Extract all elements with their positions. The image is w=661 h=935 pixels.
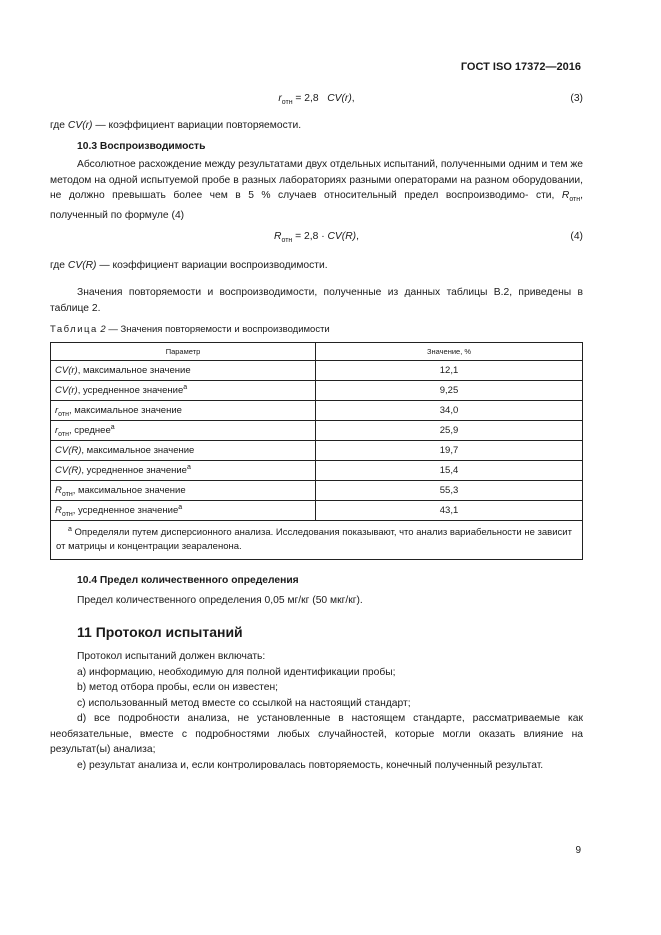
value-cell: 55,3 (316, 481, 583, 501)
parameter-cell: $r_{отн}$, максимальное значение (51, 401, 316, 421)
parameter-cell: $r_{отн}$, среднее$^a$ (51, 421, 316, 441)
list-item: е) результат анализа и, если контролировалась повторяемость, конечный полученный результат. (77, 759, 544, 771)
list-item: а) информацию, необходимую для полной идентификации пробы; (77, 666, 396, 678)
value-cell: 12,1 (316, 361, 583, 381)
parameter-cell: $R_{отн}$, максимальное значение (51, 481, 316, 501)
formula-3-number: (3) (570, 93, 583, 104)
table-caption: Таблица 2 — Значения повторяемости и воспроизводимости (50, 324, 330, 335)
list-item: c) использованный метод вместе со ссылкой на настоящий стандарт; (77, 697, 411, 709)
formula-4 (50, 231, 583, 245)
column-header-value: Значение, % (316, 343, 583, 361)
table-row (51, 421, 583, 441)
table-row (51, 381, 583, 401)
parameter-cell: CV(R), максимальное значение (51, 441, 316, 461)
table-intro-paragraph: Значения повторяемости и воспроизводимости, полученные из данных таблицы В.2, приведены в таблице 2. (50, 287, 583, 314)
values-table (50, 342, 583, 560)
table-row (51, 361, 583, 381)
table-row (51, 481, 583, 501)
value-cell: 43,1 (316, 501, 583, 521)
parameter-cell: CV(r), максимальное значение (51, 361, 316, 381)
section-11-body (50, 649, 583, 773)
section-10-4-title: 10.4 Предел количественного определения (77, 575, 299, 586)
list-item: d) все подробности анализа, не установленные в настоящем стандарте, рассматриваемые как необязательные, вместе с подробностями любых случайностей, которые могли оказать влияние на результат(ы) анализа; (50, 713, 583, 755)
parameter-cell: CV(r), усредненное значение$^a$ (51, 381, 316, 401)
table-row (51, 501, 583, 521)
value-cell: 15,4 (316, 461, 583, 481)
parameter-cell: CV(R), усредненное значение$^a$ (51, 461, 316, 481)
section-10-3-paragraph: Абсолютное расхождение между результатами двух отдельных испытаний, полученными одним и тем же методом на одной испытуемой пробе в разных лабораториях разными операторами на разном оборудовании, не должно превышать более чем в 5 % случаев относительный предел воспроизводимо- сти, $R_{отн}$, полученный по формуле (4) (50, 159, 583, 221)
formula-4-expression: $R_{отн} = 2,8 \cdot CV(R)$, (274, 231, 359, 244)
table-footnote-row (51, 521, 583, 560)
document-code-header: ГОСТ ISO 17372—2016 (460, 61, 581, 73)
table-footnote: $^a$ Определяли путем дисперсионного анализа. Исследования показывают, что анализ вариабельности не зависит от матрицы и концентрации зеараленона. (51, 521, 583, 560)
formula-4-lhs: R (274, 231, 282, 242)
table-row (51, 401, 583, 421)
section-10-4-text: Предел количественного определения 0,05 мг/кг (50 мкг/кг). (77, 595, 363, 606)
table-header-row (51, 343, 583, 361)
value-cell: 25,9 (316, 421, 583, 441)
table-row (51, 441, 583, 461)
formula-3 (50, 93, 583, 107)
value-cell: 19,7 (316, 441, 583, 461)
section-11-lead: Протокол испытаний должен включать: (77, 651, 266, 662)
column-header-parameter: Параметр (51, 343, 316, 361)
section-11-title: 11 Протокол испытаний (77, 624, 243, 640)
value-cell: 9,25 (316, 381, 583, 401)
parameter-cell: $R_{отн}$, усредненное значение$^a$ (51, 501, 316, 521)
where-note-4: где CV(R) — коэффициент вариации воспроизводимости. (50, 260, 328, 271)
formula-4-number: (4) (570, 231, 583, 242)
value-cell: 34,0 (316, 401, 583, 421)
formula-3-lhs: r (278, 93, 282, 104)
page-number: 9 (575, 845, 581, 856)
list-item: b) метод отбора пробы, если он известен; (77, 682, 279, 693)
formula-3-expression: $r_{отн} = 2,8$ CV(r), (278, 93, 355, 106)
table-row (51, 461, 583, 481)
where-note-3: где CV(r) — коэффициент вариации повторяемости. (50, 120, 302, 131)
section-10-3-title: 10.3 Воспроизводимость (77, 141, 206, 152)
